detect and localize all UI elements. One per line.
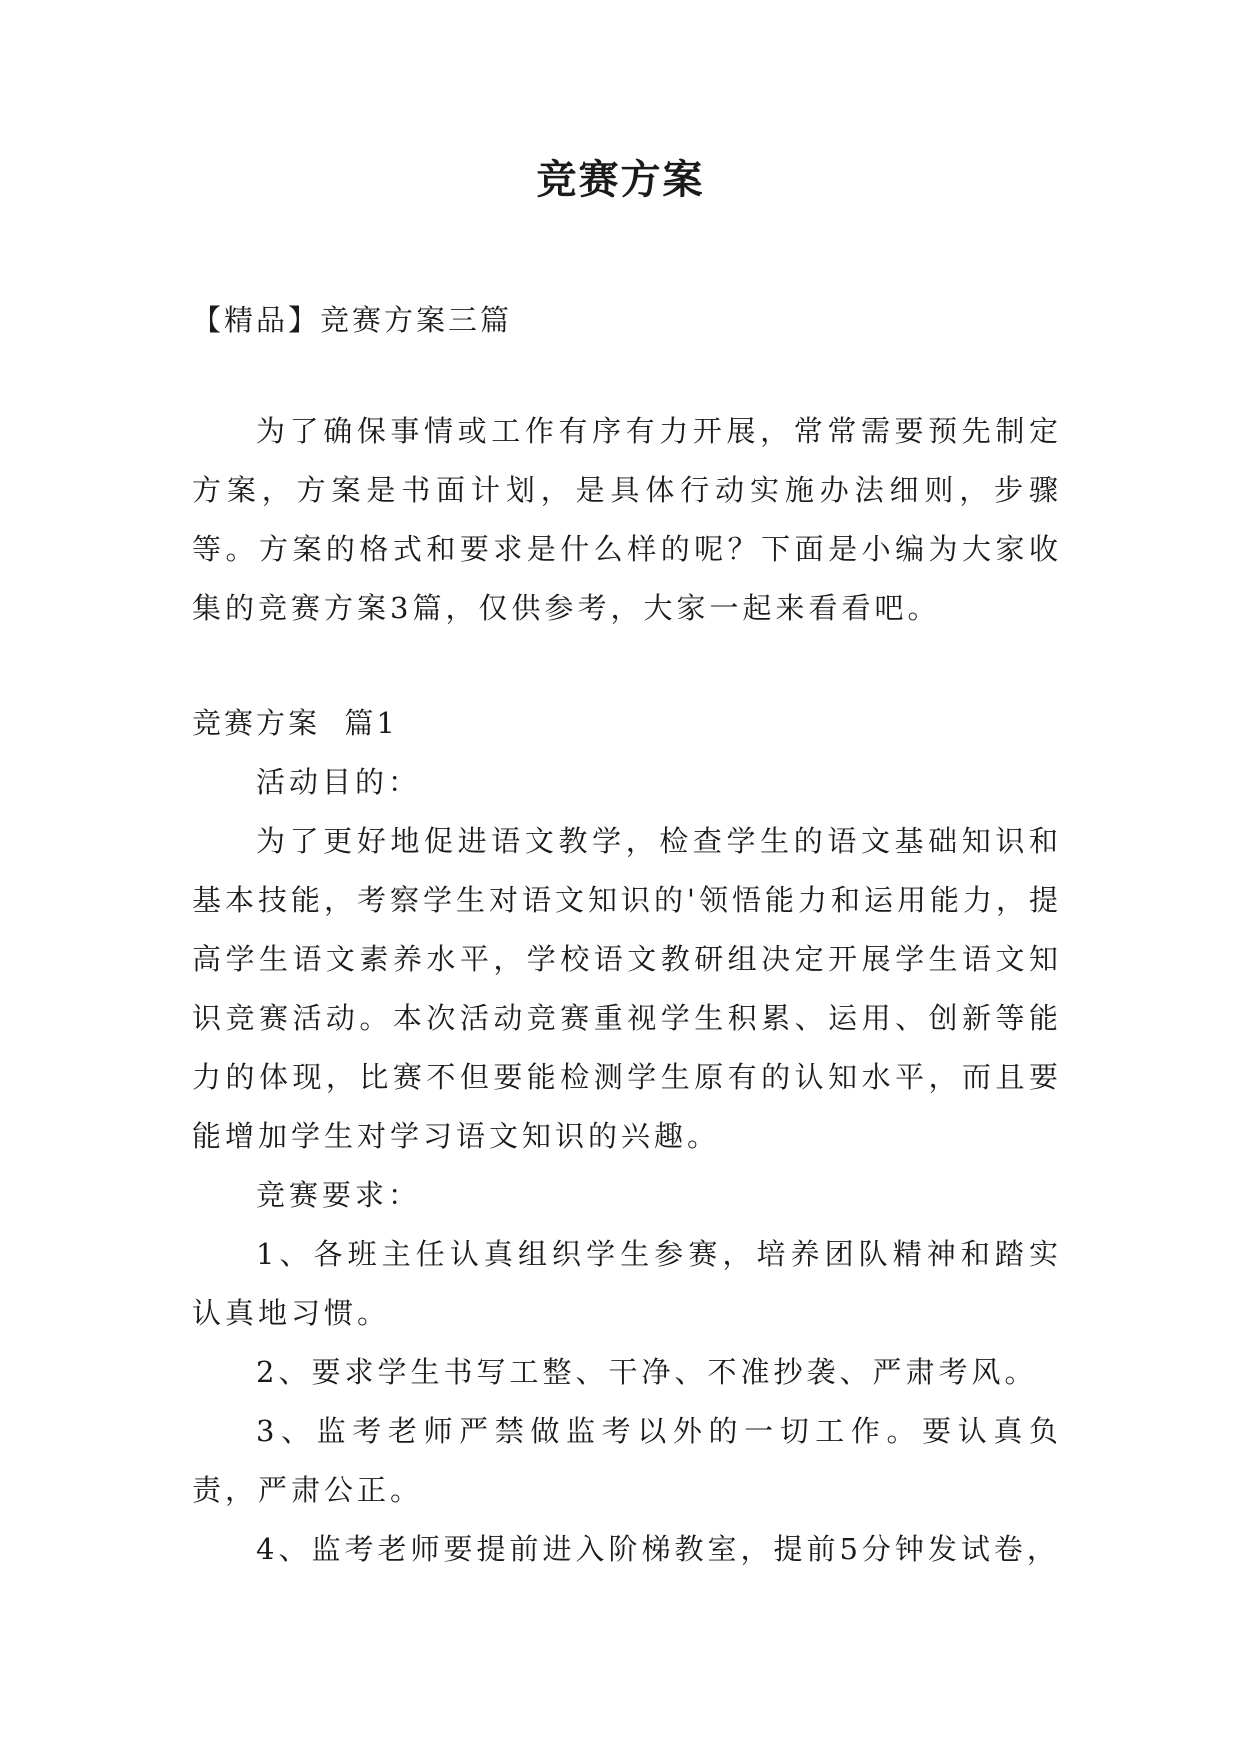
- requirement-item: 3、监考老师严禁做监考以外的一切工作。要认真负责，严肃公正。: [192, 1414, 1062, 1507]
- purpose-label: 活动目的：: [256, 765, 422, 799]
- requirement-item: 2、要求学生书写工整、干净、不准抄袭、严肃考风。: [256, 1355, 1038, 1389]
- requirement-item: 1、各班主任认真组织学生参赛，培养团队精神和踏实认真地习惯。: [192, 1237, 1062, 1330]
- document-title: 竞赛方案: [536, 156, 705, 203]
- requirement-item: 4、监考老师要提前进入阶梯教室，提前5分钟发试卷，: [256, 1532, 1060, 1566]
- section-heading: 竞赛方案 篇1: [192, 706, 398, 740]
- section-1: [192, 693, 1062, 1579]
- purpose-paragraph: 为了更好地促进语文教学，检查学生的语文基础知识和基本技能，考察学生对语文知识的'领悟能力和运用能力，提高学生语文素养水平，学校语文教研组决定开展学生语文知识竞赛活动。本次活动竞赛重视学生积累、运用、创新等能力的体现，比赛不但要能检测学生原有的认知水平，而且要能增加学生对学习语文知识的兴趣。: [192, 824, 1062, 1153]
- document-subtitle: 【精品】竞赛方案三篇: [192, 303, 513, 337]
- requirements-label: 竞赛要求：: [256, 1178, 422, 1212]
- intro-paragraph: 为了确保事情或工作有序有力开展，常常需要预先制定方案，方案是书面计划，是具体行动实施办法细则，步骤等。方案的格式和要求是什么样的呢？下面是小编为大家收集的竞赛方案3篇，仅供参考，大家一起来看看吧。: [192, 414, 1062, 625]
